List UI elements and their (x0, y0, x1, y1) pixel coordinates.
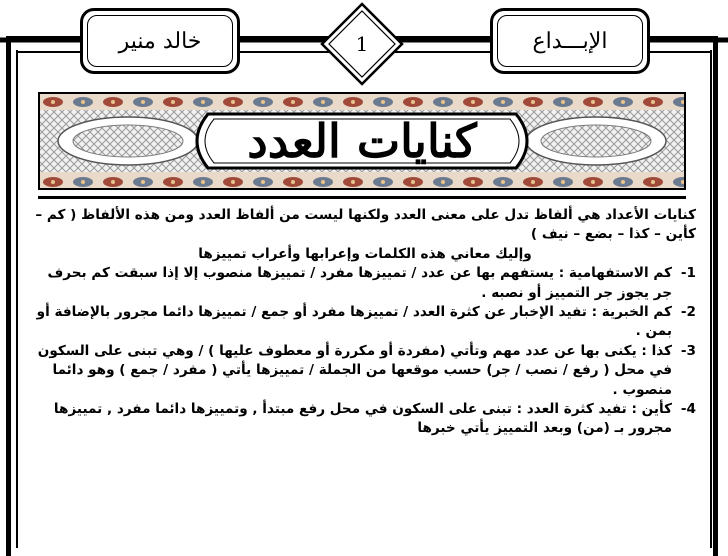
page-number-diamond (320, 2, 404, 86)
list-item-number: 1- (680, 265, 696, 282)
list-item (34, 264, 696, 303)
list-item-number: 3- (680, 342, 696, 359)
page-number: 1 (355, 32, 369, 56)
list-item-text: كم الخبرية : تفيد الإخبار عن كثرة العدد / تمييزها مفرد أو جمع / تمييزها دائما مجرور بالإضافة أو بمن . (36, 304, 672, 340)
list-item-text: كذا : يكنى بها عن عدد مهم وتأتي (مفردة أو مكررة أو معطوف عليها ) / وهي تبنى على السكون في محل ( رفع / نصب / جر) حسب موقعها من الجملة / تمييزها يأتي ( مفرد / جمع ) وهو دائما منصوب . (37, 342, 672, 398)
page-title: كنايات العدد (247, 114, 477, 168)
author-label: خالد منير (87, 15, 233, 67)
title-banner (38, 92, 686, 190)
subject-label: الإبـــداع (497, 15, 643, 67)
lesson-content (34, 206, 696, 439)
author-tab (80, 8, 240, 74)
list-item-number: 4- (680, 401, 696, 418)
intro-paragraph: كنايات الأعداد هي ألفاظ تدل على معنى العدد ولكنها ليست من ألفاظ العدد ومن هذه الألفاظ ( كم – كأين – كذا – بضع – نيف ) (35, 207, 696, 243)
list-item-text: كم الاستفهامية : يستفهم بها عن عدد / تمييزها مفرد / تمييزها منصوب إلا إذا سبقت كم بحرف جر يجوز جر التمييز أو نصبه . (47, 265, 672, 301)
list-item-number: 2- (680, 304, 696, 321)
banner-divider (38, 196, 686, 199)
list-item (34, 342, 696, 400)
list-item (34, 400, 696, 439)
subject-tab (490, 8, 650, 74)
list-item (34, 303, 696, 342)
subtitle-line: وإليك معاني هذه الكلمات وإعرابها وأعراب تمييزها (198, 245, 532, 262)
list-item-text: كأين : تفيد كثرة العدد : تبنى على السكون في محل رفع مبتدأ , وتمييزها دائما مفرد , تمييزها مجرور بـ (من) وبعد التمييز يأتي خبرها (53, 401, 672, 437)
